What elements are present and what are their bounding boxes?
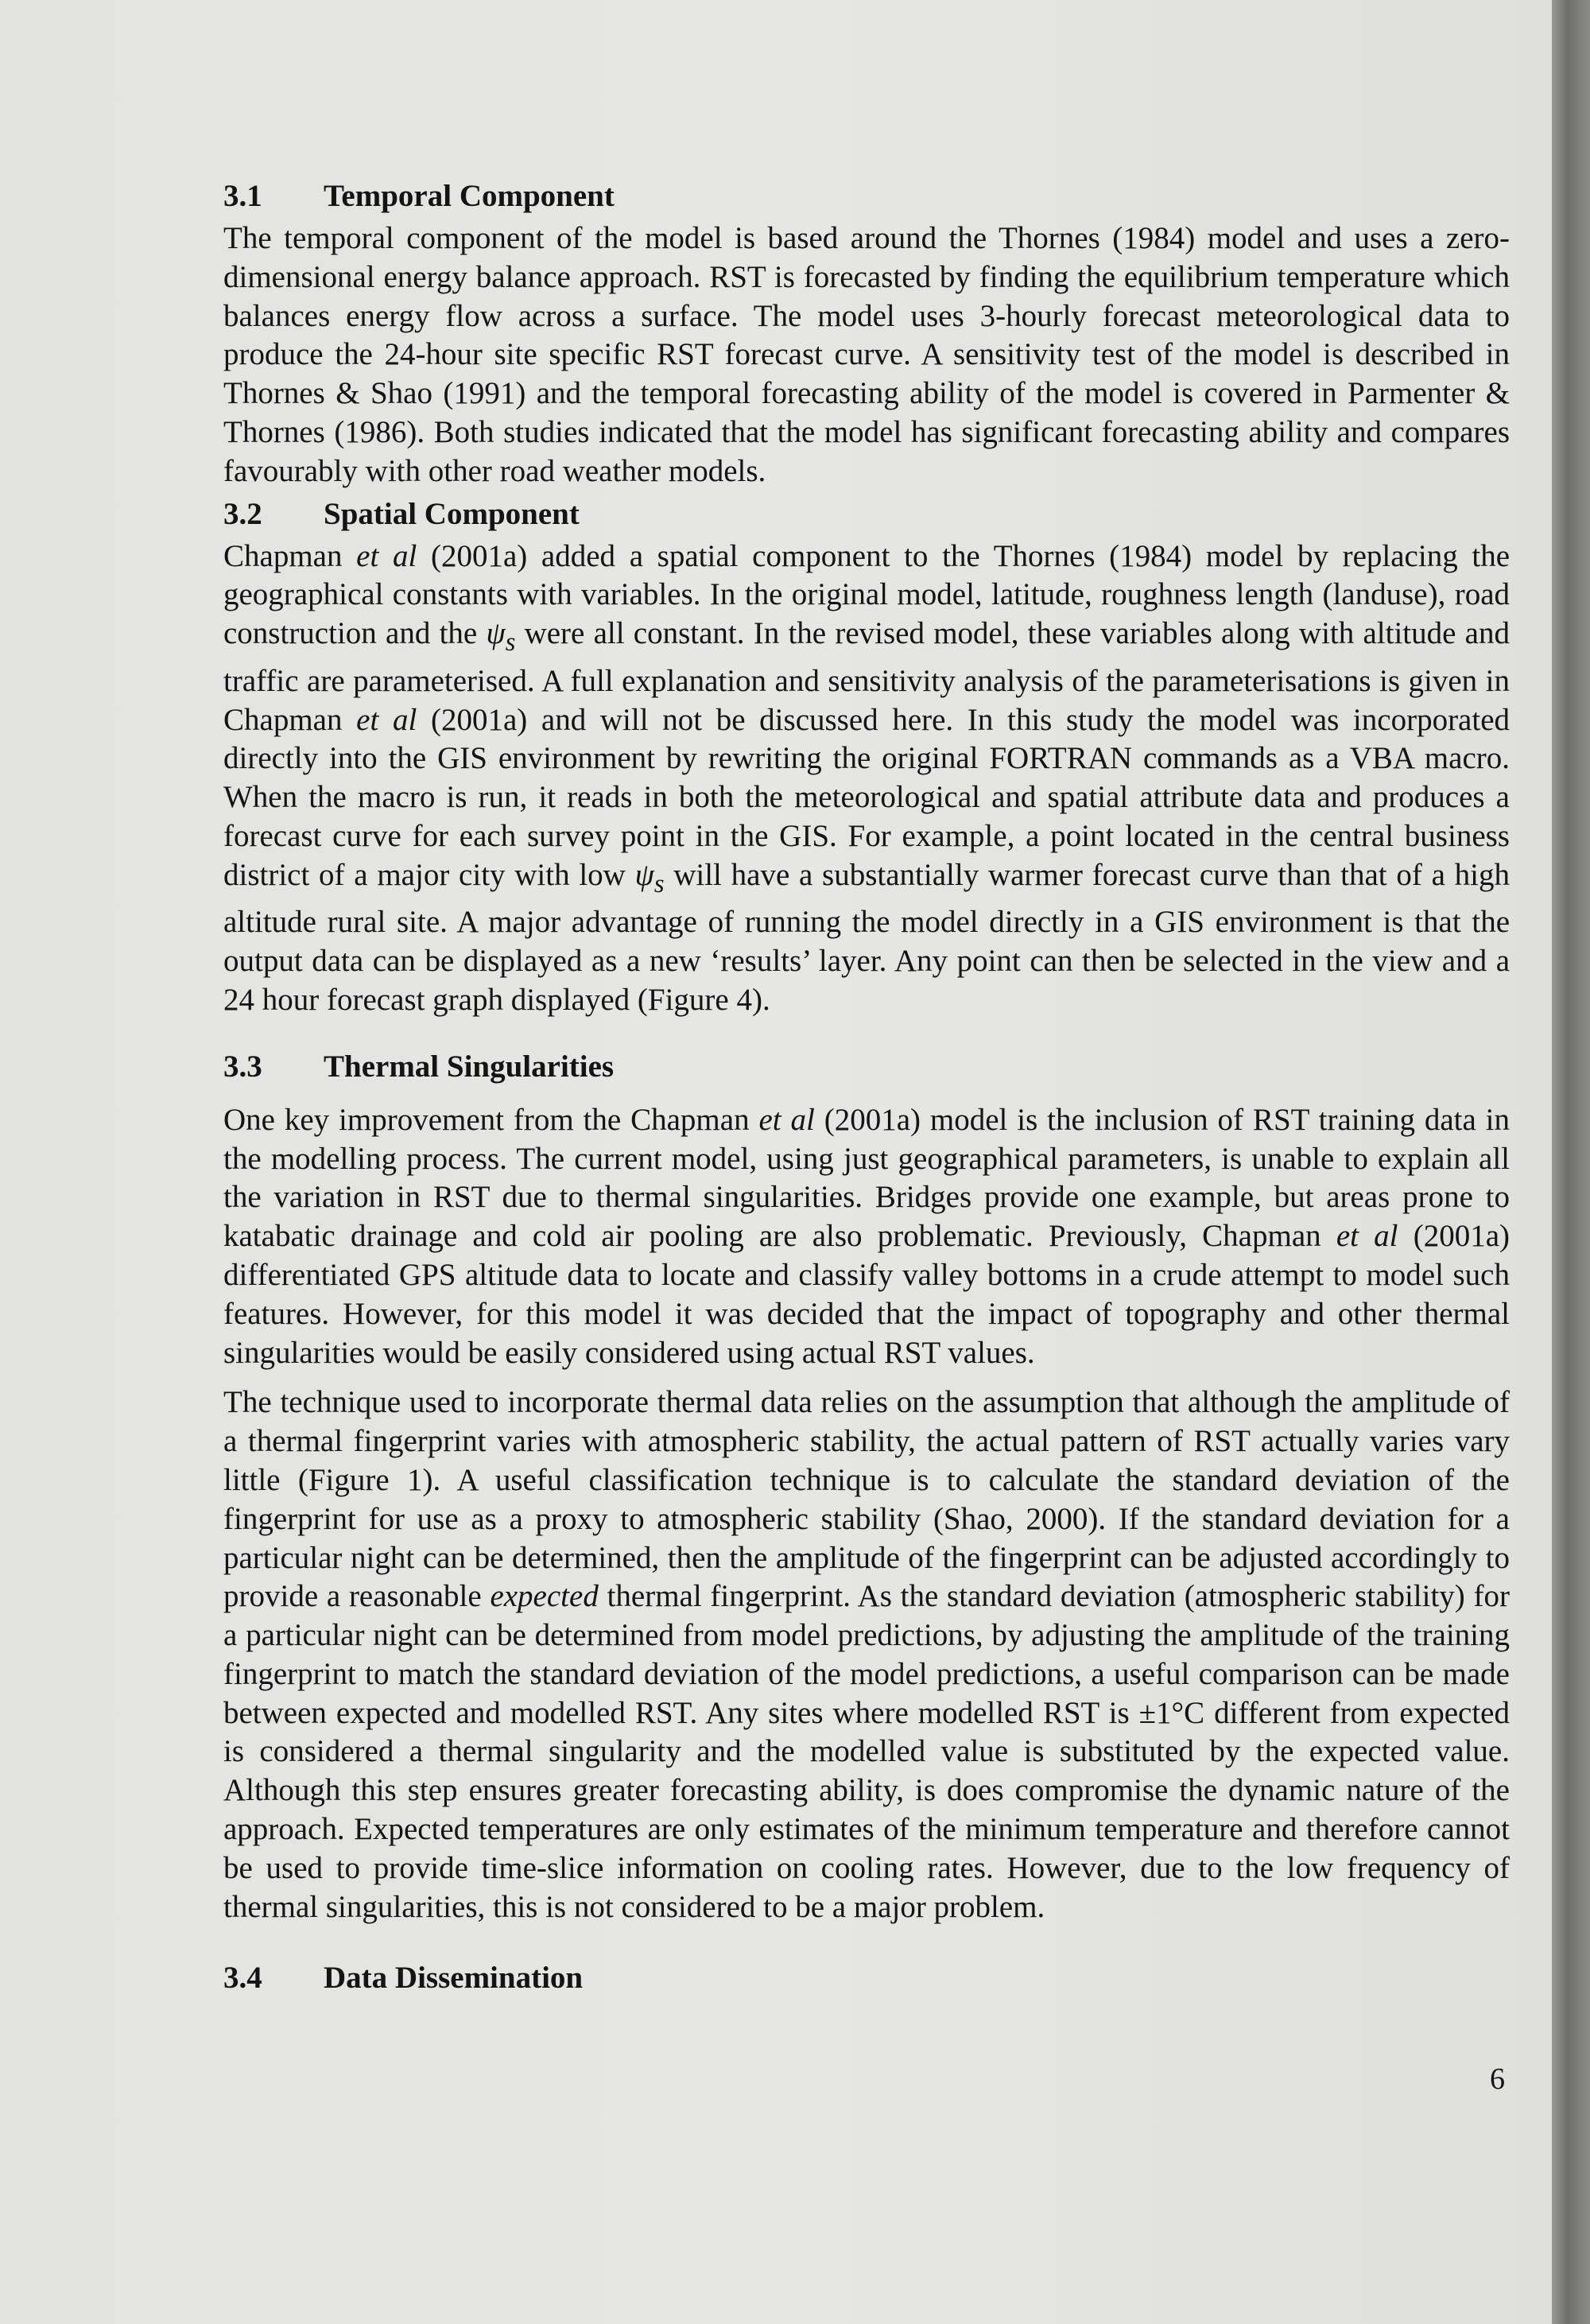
- section-number: 3.2: [223, 496, 262, 531]
- italic-et-al: et al: [356, 538, 417, 573]
- section-heading-3-4: [223, 1958, 1510, 1998]
- italic-et-al: et al: [1336, 1219, 1398, 1254]
- psi-symbol: ψ: [486, 616, 506, 651]
- document-content: [223, 177, 1510, 1998]
- paragraph-spatial: [223, 537, 1510, 1020]
- text-run: will have a substantially warmer forecast curve than that of a high altitude rural site. A major advantage of running the model directly in a GIS environment is that the output data can be displayed as a new ‘results’ layer. Any point can then be selected in the view and a 24 hour forecast graph displayed (Figure 4).: [223, 857, 1510, 1017]
- text-run: One key improvement from the Chapman: [223, 1102, 759, 1137]
- page-edge-shadow: [1552, 0, 1590, 2324]
- page-number: 6: [1490, 2062, 1505, 2096]
- paragraph-thermal-1: [223, 1101, 1510, 1373]
- text-run: (2001a) added a spatial component to the Thornes (1984) model by replacing the geographical constants with variables. In the original model, latitude, roughness length (landuse), road construction and the: [223, 538, 1510, 651]
- section-heading-3-1: [223, 177, 1510, 216]
- section-title: Data Dissemination: [324, 1961, 584, 1996]
- section-number: 3.3: [223, 1049, 262, 1084]
- text-run: Chapman: [223, 538, 357, 573]
- section-number: 3.1: [223, 179, 262, 213]
- section-title: Spatial Component: [324, 496, 580, 531]
- psi-subscript: s: [505, 627, 516, 657]
- text-run: (2001a) and will not be discussed here. In this study the model was incorporated directly into the GIS environment by rewriting the original FORTRAN commands as a VBA macro. When the macro is run, it reads in both the meteorological and spatial attribute data and produces a forecast curve for each survey point in the GIS. For example, a point located in the central business district of a major city with low: [223, 702, 1510, 892]
- section-heading-3-2: [223, 495, 1510, 534]
- italic-expected: expected: [490, 1579, 599, 1614]
- section-number: 3.4: [223, 1961, 262, 1996]
- psi-symbol: ψ: [634, 857, 654, 892]
- psi-subscript: s: [653, 869, 665, 898]
- italic-et-al: et al: [356, 702, 417, 737]
- text-run: thermal fingerprint. As the standard deviation (atmospheric stability) for a particular night can be determined from model predictions, by adjusting the amplitude of the training fingerprint to match the standard deviation of the model predictions, a useful comparison can be made between expected and modelled RST. Any sites where modelled RST is ±1°C different from expected is considered a thermal singularity and the modelled value is substituted by the expected value. Although this step ensures greater forecasting ability, is does compromise the dynamic nature of the approach. Expected temperatures are only estimates of the minimum temperature and therefore cannot be used to provide time-slice information on cooling rates. However, due to the low frequency of thermal singularities, this is not considered to be a major problem.: [223, 1579, 1510, 1924]
- section-title: Thermal Singularities: [324, 1049, 615, 1084]
- section-heading-3-3: [223, 1047, 1510, 1087]
- text-run: (2001a) model is the inclusion of RST training data in the modelling process. The current model, using just geographical parameters, is unable to explain all the variation in RST due to thermal singularities. Bridges provide one example, but areas prone to katabatic drainage and cold air pooling are also problematic. Previously, Chapman: [223, 1102, 1510, 1254]
- text-run: The technique used to incorporate thermal data relies on the assumption that although the amplitude of a thermal fingerprint varies with atmospheric stability, the actual pattern of RST actually varies vary little (Figure 1). A useful classification technique is to calculate the standard deviation of the fingerprint for use as a proxy to atmospheric stability (Shao, 2000). If the standard deviation for a particular night can be determined, then the amplitude of the fingerprint can be adjusted accordingly to provide a reasonable: [223, 1385, 1510, 1614]
- section-title: Temporal Component: [324, 179, 615, 213]
- italic-et-al: et al: [758, 1102, 815, 1137]
- paragraph-temporal: The temporal component of the model is based around the Thornes (1984) model and uses a zero-dimensional energy balance approach. RST is forecasted by finding the equilibrium temperature which balances energy flow across a surface. The model uses 3-hourly forecast meteorological data to produce the 24-hour site specific RST forecast curve. A sensitivity test of the model is described in Thornes & Shao (1991) and the temporal forecasting ability of the model is covered in Parmenter & Thornes (1986). Both studies indicated that the model has significant forecasting ability and compares favourably with other road weather models.: [223, 221, 1510, 488]
- paragraph-thermal-2: [223, 1383, 1510, 1926]
- text-run: (2001a) differentiated GPS altitude data to locate and classify valley bottoms in a crude attempt to model such features. However, for this model it was decided that the impact of topography and other thermal singularities would be easily considered using actual RST values.: [223, 1219, 1510, 1370]
- text-run: were all constant. In the revised model, these variables along with altitude and traffic are parameterised. A full explanation and sensitivity analysis of the parameterisations is given in Chapman: [223, 616, 1510, 737]
